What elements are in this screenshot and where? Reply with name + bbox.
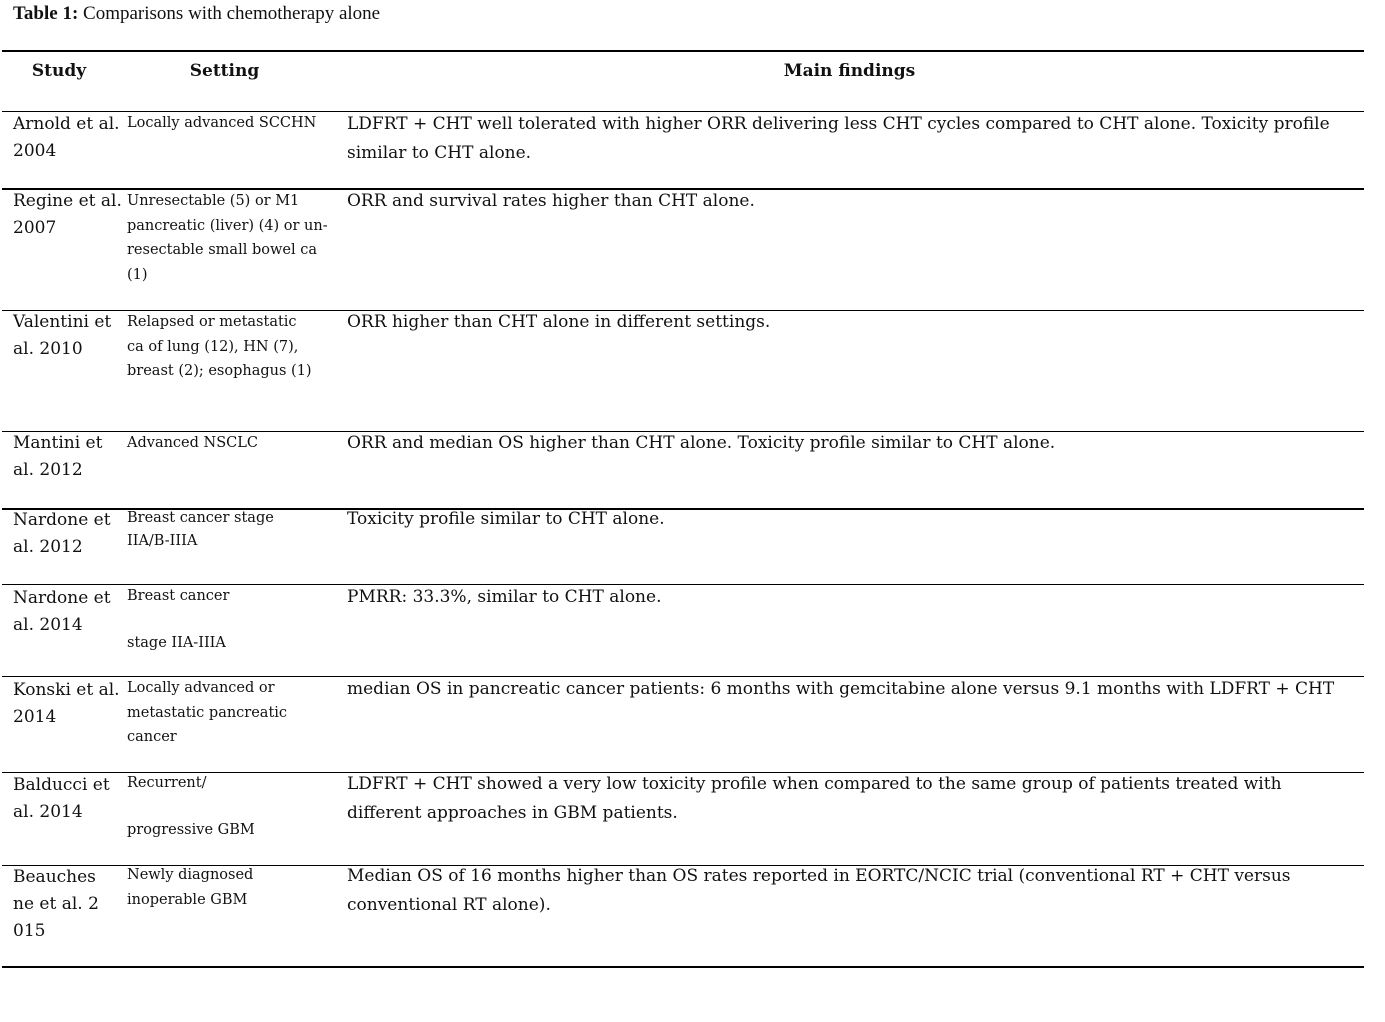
column-header-setting: Setting xyxy=(189,61,260,81)
column-header-study: Study xyxy=(31,61,87,81)
row-setting-text: Unresectable (5) or M1 pancreatic (liver) (4) or un-resectable small bowel ca (1) xyxy=(127,193,328,283)
row-setting xyxy=(127,676,327,750)
row-findings: ORR and median OS higher than CHT alone. Toxicity profile similar to CHT alone. xyxy=(347,433,1056,453)
row-findings: Toxicity profile similar to CHT alone. xyxy=(347,509,665,529)
row-study: Beauchesne et al. 2015 xyxy=(13,867,99,941)
row-setting-text: Newly diagnosed inoperable GBM xyxy=(127,867,254,908)
row-study: Balducci et al. 2014 xyxy=(13,775,110,822)
row-setting xyxy=(127,863,317,912)
row-setting-text: Relapsed or metastatic ca of lung (12), HN (7), breast (2); esophagus (1) xyxy=(127,314,312,379)
row-findings: ORR higher than CHT alone in different settings. xyxy=(347,312,771,332)
row-study: Nardone et al. 2012 xyxy=(13,510,111,557)
row-setting-text: Recurrent/ xyxy=(127,775,207,791)
row-setting-text-continued: progressive GBM xyxy=(127,821,255,838)
row-setting-text-continued: stage IIA-IIIA xyxy=(127,634,226,651)
row-setting xyxy=(127,584,332,655)
row-study: Konski et al. 2014 xyxy=(13,680,120,727)
row-setting xyxy=(127,111,342,136)
table-top-rule xyxy=(2,50,1364,52)
row-study: Mantini et al. 2012 xyxy=(13,433,103,480)
table-caption-text: Comparisons with chemotherapy alone xyxy=(83,3,381,24)
row-study: Regine et al. 2007 xyxy=(13,191,122,238)
row-study: Nardone et al. 2014 xyxy=(13,588,111,635)
row-setting xyxy=(127,431,332,456)
row-study: Arnold et al. 2004 xyxy=(13,114,120,161)
row-findings: median OS in pancreatic cancer patients: 6 months with gemcitabine alone versus 9.1 months with LDFRT + CHT xyxy=(347,679,1335,699)
row-findings: LDFRT + CHT showed a very low toxicity profile when compared to the same group of patients treated with different approaches in GBM patients. xyxy=(347,774,1282,823)
column-header-findings: Main findings xyxy=(783,61,916,81)
row-findings: Median OS of 16 months higher than OS rates reported in EORTC/NCIC trial (conventional RT + CHT versus conventional RT alone). xyxy=(347,866,1291,915)
row-setting xyxy=(127,189,332,287)
table-caption xyxy=(13,2,380,26)
row-study: Valentini et al. 2010 xyxy=(13,312,112,359)
row-setting-text: Advanced NSCLC xyxy=(127,435,258,451)
row-setting-text: Locally advanced SCCHN xyxy=(127,115,317,131)
row-findings: LDFRT + CHT well tolerated with higher ORR delivering less CHT cycles compared to CHT alone. Toxicity profile similar to CHT alone. xyxy=(347,114,1330,163)
row-setting xyxy=(127,771,332,842)
table-caption-label: Table 1: xyxy=(13,3,79,24)
row-setting-text: Breast cancer xyxy=(127,588,230,604)
row-findings: PMRR: 33.3%, similar to CHT alone. xyxy=(347,587,662,607)
row-setting xyxy=(127,507,302,553)
row-setting-text: Breast cancer stage IIA/B-IIIA xyxy=(127,510,274,549)
table-bottom-rule xyxy=(2,966,1364,968)
row-setting xyxy=(127,310,317,384)
row-setting-text: Locally advanced or metastatic pancreatic cancer xyxy=(127,680,288,745)
row-findings: ORR and survival rates higher than CHT alone. xyxy=(347,191,755,211)
